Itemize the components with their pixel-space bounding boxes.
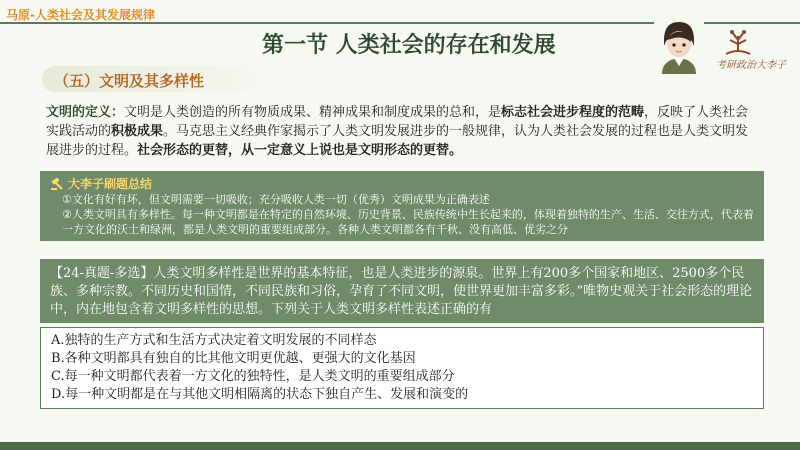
definition-text-2: ，反映了人类社会实践活动的 (46, 105, 749, 139)
definition-text-1: 文明是人类创造的所有物质成果、精神成果和制度成果的总和，是 (124, 105, 502, 120)
summary-panel (40, 171, 764, 241)
slide-title: 第一节 人类社会的存在和发展 (262, 33, 556, 58)
avatar (654, 18, 704, 74)
course-label: 马原-人类社会及其发展规律 (6, 8, 155, 22)
summary-header (50, 175, 754, 192)
summary-line-2: ②人类文明具有多样性。每一种文明都是在特定的自然环境、历史背景、民族传统中生长起来的，体现着独特的生产、生活、交往方式，代表着一方文化的沃土和绿洲，都是人类文明的重要组成部分。各种人类文明都各有千秋、没有高低、优劣之分 (62, 208, 754, 236)
question-stem: 【24-真题-多选】人类文明多样性是世界的基本特征，也是人类进步的源泉。世界上有200多个国家和地区、2500多个民族、多种宗教。不同历史和国情，不同民族和习俗，孕育了不同文明，使世界更加丰富多彩。”唯物史观关于社会形态的理论中，内在地包含着文明多样性的思想。下列关于人类文明多样性表述正确的有 (40, 259, 764, 323)
definition-bold-3: 社会形态的更替，从一定意义上说也是文明形态的更替。 (137, 143, 463, 158)
option-b[interactable]: B.各种文明都具有独自的比其他文明更优越、更强大的文化基因 (51, 351, 416, 366)
summary-title: 大李子刷题总结 (68, 177, 153, 191)
definition-label: 文明的定义： (46, 105, 125, 120)
definition-paragraph (40, 101, 764, 161)
definition-text-3: 。马克思主义经典作家揭示了人类文明发展进步的一般规律，认为人类社会发展的过程也是人类文明发展进步的过程。 (46, 124, 749, 158)
options-box (40, 327, 764, 409)
gavel-icon (50, 177, 64, 191)
section-heading: （五）文明及其多样性 (54, 72, 205, 90)
option-c[interactable]: C.每一种文明都代表着一方文化的独特性，是人类文明的重要组成部分 (51, 369, 455, 384)
definition-bold-2: 积极成果 (111, 124, 164, 139)
footer-band (0, 442, 800, 450)
option-d[interactable]: D.每一种文明都是在与其他文明相隔离的状态下独自产生、发展和演变的 (51, 387, 469, 402)
option-a[interactable]: A.独特的生产方式和生活方式决定着文明发展的不同样态 (51, 333, 377, 348)
summary-line-1: ①文化有好有坏，但文明需要一切吸收；充分吸收人类一切（优秀）文明成果为正确表述 (62, 193, 490, 206)
brand-name: 考研政治大李子 (716, 60, 786, 71)
definition-bold-1: 标志社会进步程度的范畴 (501, 105, 645, 120)
